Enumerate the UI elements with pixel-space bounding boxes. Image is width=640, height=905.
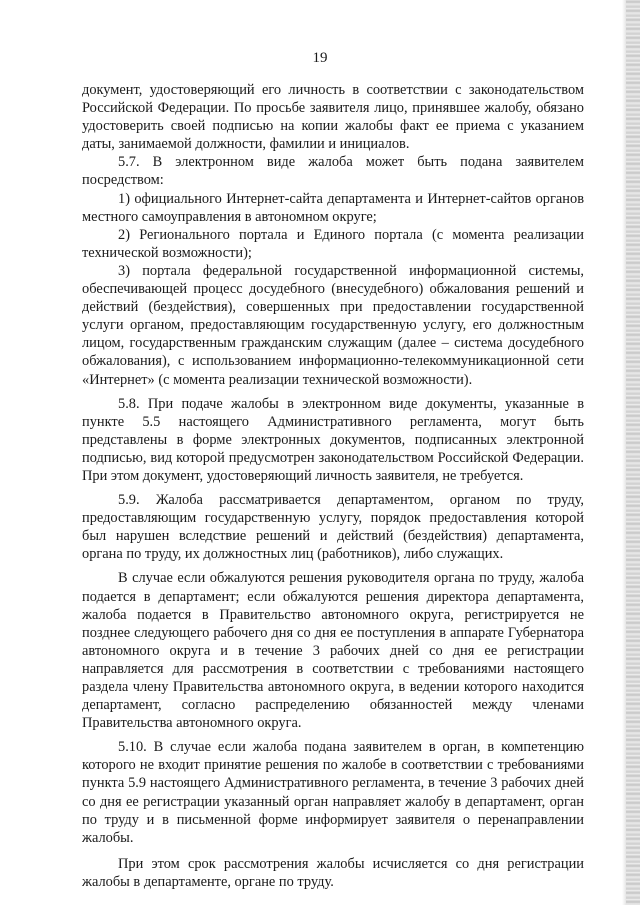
scan-edge bbox=[626, 0, 640, 905]
paragraph-5-9: 5.9. Жалоба рассматривается департаментом, органом по труду, предоставляющим государственную услугу, порядок предоставления которой был нарушен вследствие решений и действий (бездействия) департамента, органа по труду, их должностных лиц (работников), либо служащих. bbox=[82, 492, 584, 563]
paragraph-5-8: 5.8. При подаче жалобы в электронном виде документы, указанные в пункте 5.5 настоящего Административного регламента, могут быть представлены в форме электронных документов, подписанных электронной подписью, вид которой предусмотрен законодательством Российской Федерации. При этом документ, удостоверяющий личность заявителя, не требуется. bbox=[82, 395, 584, 484]
paragraph-appeal-routing: В случае если обжалуются решения руководителя органа по труду, жалоба подается в департамент; если обжалуются решения директора департамента, жалоба подается в Правительство автономного округа, регистрируется не позднее следующего рабочего дня со дня ее поступления в аппарате Губернатора автономного округа и в течение 3 рабочих дней со дня ее регистрации направляется для рассмотрения в соответствии с требованиями настоящего раздела члену Правительства автономного округа, в ведении которого находится департамент, согласно распределению обязанностей между членами Правительства автономного округа. bbox=[82, 570, 584, 732]
document-body bbox=[82, 81, 584, 891]
paragraph-5-7: 5.7. В электронном виде жалоба может быть подана заявителем посредством: bbox=[82, 154, 584, 189]
list-item-3: 3) портала федеральной государственной информационной системы, обеспечивающей процесс досудебного (внесудебного) обжалования решений и действий (бездействия), совершенных при предоставлении государственной услуги органом, предоставляющим государственную услугу, его должностным лицом, государственным гражданским служащим (далее – система досудебного обжалования), с использованием информационно-телекоммуникационной сети «Интернет» (с момента реализации технической возможности). bbox=[82, 262, 584, 388]
paragraph-identity-document: документ, удостоверяющий его личность в соответствии с законодательством Российской Федерации. По просьбе заявителя лицо, принявшее жалобу, обязано удостоверить своей подписью на копии жалобы факт ее приема с указанием даты, занимаемой должности, фамилии и инициалов. bbox=[82, 82, 584, 153]
list-item-2: 2) Регионального портала и Единого портала (с момента реализации технической возможности); bbox=[82, 226, 584, 261]
page-number: 19 bbox=[312, 50, 328, 66]
paragraph-review-period: При этом срок рассмотрения жалобы исчисляется со дня регистрации жалобы в департаменте, органе по труду. bbox=[82, 855, 584, 890]
list-item-1: 1) официального Интернет-сайта департамента и Интернет-сайтов органов местного самоуправления в автономном округе; bbox=[82, 190, 584, 225]
paragraph-5-10: 5.10. В случае если жалоба подана заявителем в орган, в компетенцию которого не входит принятие решения по жалобе в соответствии с требованиями пункта 5.9 настоящего Административного регламента, в течение 3 рабочих дней со дня ее регистрации указанный орган направляет жалобу в департамент, орган по труду и в письменной форме информирует заявителя о перенаправлении жалобы. bbox=[82, 739, 584, 846]
